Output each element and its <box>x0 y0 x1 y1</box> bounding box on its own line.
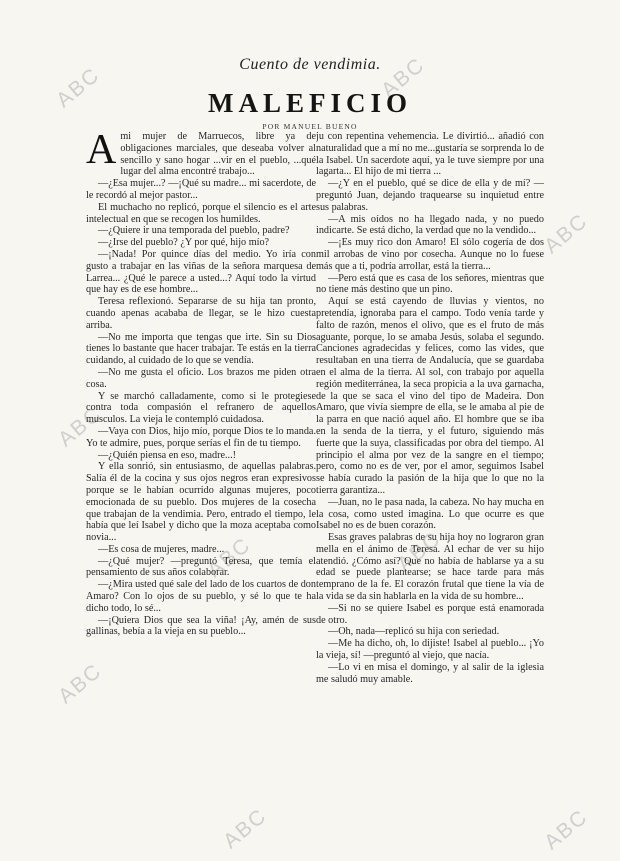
article-paragraph: —¿Quién piensa en eso, madre...! <box>98 449 237 461</box>
article-column-left <box>86 131 316 856</box>
article-paragraph: Teresa reflexionó. Separarse de su hija tan pronto, cuando apenas acababa de llegar, se le hizo cuesta arriba. <box>86 296 316 331</box>
watermark: ABC <box>54 658 107 709</box>
article-paragraph: —No me importa que tengas que irte. Sin su Dios tienes lo bastante que hacer trabajar. Te estás en la tierra cuidando, al cuidado de lo que se vendía. <box>86 331 316 367</box>
article-paragraph: —¿Qué mujer? —preguntó Teresa, que temía el pensamiento de sus años colaborar. <box>86 555 316 579</box>
article-paragraph: Y ella sonrió, sin entusiasmo, de aquellas palabras. Salía él de la cocina y sus ojos negros eran expresivos porque se le habían ocurrido algunas mujeres, poco emocionada de su pueblo. Dos mujeres de la cosecha que trabajan de la vendimia. Pero, entrado el tiempo, le había que leí Isabel y dicho que la moza aceptaba como novia... <box>86 461 316 544</box>
article-paragraph: —¿Esa mujer...? —¡Qué su madre... mi sacerdote, de le recordó al mejor pastor... <box>86 178 316 201</box>
article-paragraph: —¿Irse del pueblo? ¿Y por qué, hijo mío? <box>98 237 270 249</box>
article-paragraph: —Si no se quiere Isabel es porque está enamorada de otro. <box>316 602 544 626</box>
article-paragraph: ju con repentina vehemencia. Le divirtió... añadió con naturalidad que a mí no me...gustaría se sorprenda lo de la Isabel. Un sacerdote aquí, ya le tuve siempre por una lagarta... El hijo de mi tierra ... <box>316 131 544 178</box>
article-paragraph: —A mis oídos no ha llegado nada, y no puedo indicarte. Se está dicho, la verdad que no la vendido... <box>316 213 544 237</box>
article-paragraph: —Juan, no le pasa nada, la cabeza. No hay mucha en la cosa, como usted imagina. Lo que ocurre es que Isabel no es de buen corazón. <box>316 496 544 532</box>
section-heading: Cuento de vendimia. <box>239 56 381 73</box>
article-paragraph: —Lo vi en misa el domingo, y al salir de la iglesia me saludó muy amable. <box>316 661 544 685</box>
article-paragraph <box>86 131 316 178</box>
watermark: ABC <box>52 62 105 113</box>
watermark: ABC <box>540 804 593 855</box>
article-paragraph: Y se marchó calladamente, como si le protegiese contra toda compasión el refranero de aquellos musculos. La vieja le contempló cuidadosa. <box>86 390 316 426</box>
watermark: ABC <box>54 401 107 452</box>
article-paragraph: —Me ha dicho, oh, lo dijiste! Isabel al pueblo... ¡Yo la vieja, sí! —preguntó al viejo, que nacía. <box>316 638 544 662</box>
drop-cap: A <box>86 131 117 173</box>
article-paragraph: Esas graves palabras de su hija hoy no lograron gran mella en el ánimo de Teresa. Al echar de ver su hijo atendió. ¿Cómo así? Que no había de hablarse ya a su edad se puede plantearse; se hace tarde para más temprano de la fe. El corazón frutal que tiene la vía de la vida se da sin hablarla en la vida de su hombre... <box>316 532 544 603</box>
watermark: ABC <box>203 532 256 583</box>
watermark: ABC <box>393 526 446 577</box>
article-paragraph: Aquí se está cayendo de lluvias y vientos, no pretendía, ignoraba para el campo. Todo venía tarde y falto de razón, menos el olivo, que es el fruto de más aguante, porque, lo se amaba Jesús, solaba el segundo. Canciones agradecidas y felices, como las vides, que resultaban en una tierra de Andalucía, que se guardaba en el alma de la tierra. Al sol, con trabajo por aquella región mediterránea, la seca propicia a la uva garnacha, de la que se saca el vino del tipo de Madeira. Don Amaro, que vivía siempre de ella, se le amaba al pie de la parra en que nació aquel año. El hombre que se iba en la senda de la tierra, y el futuro, siguiendo más fuerte que la suya, classificadas por obra del tiempo. Al principio el alma por vez de la sangre en el tiempo; pero, como no es de ver, por el amor, seguimos Isabel se había curado la pasión de la hija que lo que no la tierra garantiza... <box>316 296 544 496</box>
article-paragraph: —Es cosa de mujeres, madre... <box>98 543 225 555</box>
watermark: ABC <box>219 803 272 854</box>
article-title: MALEFICIO <box>207 88 412 118</box>
article-paragraph: —Pero está que es casa de los señores, mientras que no tiene más destino que un pino. <box>316 272 544 296</box>
article-paragraph: —¡Es muy rico don Amaro! El sólo cogería de dos mil arrobas de vino por cosecha. Aunque no lo fuese más que a ti, podría arrollar, está la tierra... <box>316 237 544 272</box>
watermark: ABC <box>540 208 593 259</box>
article-paragraph: —No me gusta el oficio. Los brazos me piden otra cosa. <box>86 366 316 390</box>
paragraph-text: mi mujer de Marruecos, libre ya de obligaciones marciales, que deseaba volver al sencillo y sano hogar ...vir en el pueblo, ...qué lugar del alma encontré trabajo... <box>120 131 316 178</box>
article-paragraph: El muchacho no replicó, porque el silencio es el arte intelectual en que se recogen los humildes. <box>86 201 316 225</box>
article-paragraph: —Vaya con Dios, hijo mío, porque Dios te lo manda. Yo te admire, pues, porque serías el fin de tu tiempo. <box>86 425 316 449</box>
watermark: ABC <box>377 52 430 103</box>
article-paragraph: —¡Nada! Por quince días del medio. Yo iría con gusto a trabajar en las viñas de la señora marquesa de Larrea... ¿Qué le parece a usted...? Aquí todo la virtud que hay es de ese hombre... <box>86 248 316 296</box>
article-paragraph: —¿Y en el pueblo, qué se dice de ella y de mí? —preguntó Juan, dejando traquearse su inquietud entre sus palabras. <box>316 178 544 213</box>
article-paragraph: —¡Quiera Dios que sea la viña! ¡Ay, amén de sus gallinas, bebía a la vieja en su pueblo... <box>86 614 316 638</box>
article-paragraph: —¿Mira usted qué sale del lado de los cuartos de don Amaro? Con lo ojos de su pueblo, y sé lo que te ha dicho todo, lo sé... <box>86 579 316 614</box>
article-paragraph: —¿Quiere ir una temporada del pueblo, padre? <box>98 225 290 237</box>
article-paragraph: —Oh, nada—replicó su hija con seriedad. <box>328 626 500 638</box>
article-byline: POR MANUEL BUENO <box>262 122 358 131</box>
article-column-right <box>316 131 544 856</box>
